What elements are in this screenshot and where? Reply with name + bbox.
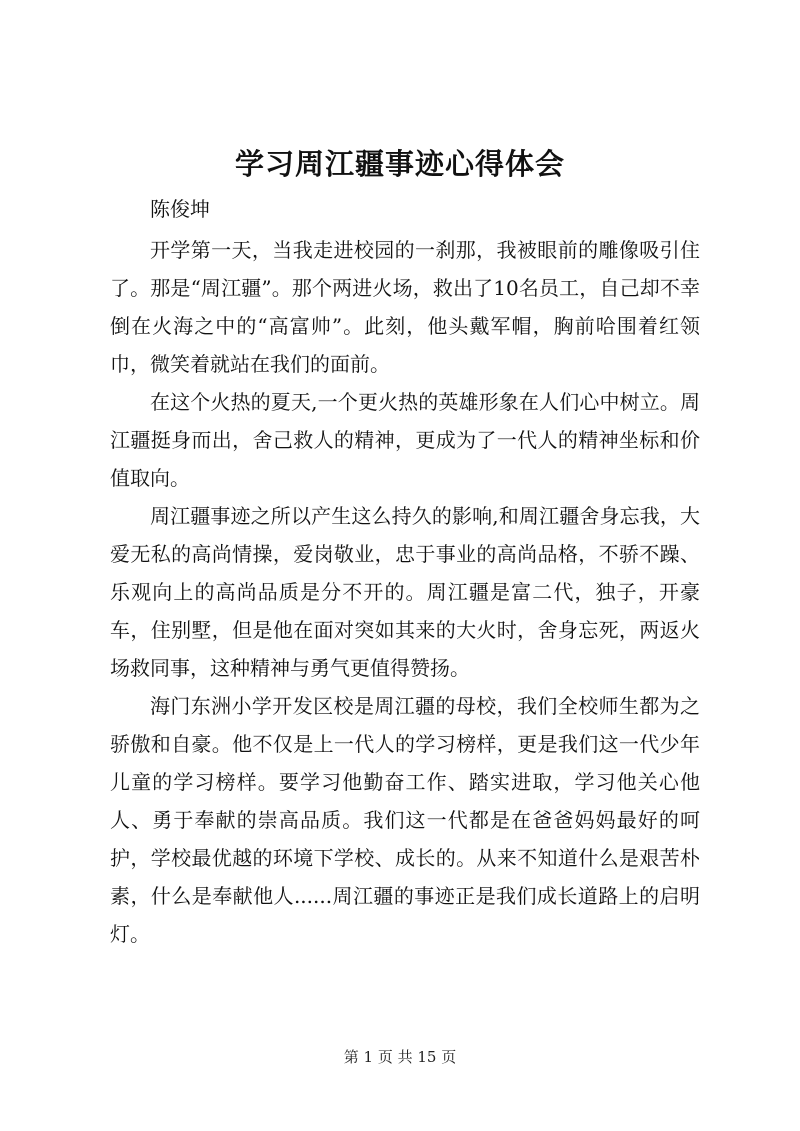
document-body [110, 231, 700, 953]
page-number-footer: 第 1 页 共 15 页 [343, 1048, 457, 1066]
paragraph: 开学第一天，当我走进校园的一刹那，我被眼前的雕像吸引住了。那是“周江疆”。那个两进火场，救出了10名员工，自己却不幸倒在火海之中的“高富帅”。此刻，他头戴军帽，胸前哈围着红领巾，微笑着就站在我们的面前。 [110, 238, 700, 376]
paragraph: 在这个火热的夏天,一个更火热的英雄形象在人们心中树立。周江疆挺身而出，舍己救人的精神，更成为了一代人的精神坐标和价值取向。 [110, 390, 700, 490]
document-title: 学习周江疆事迹心得体会 [234, 147, 565, 181]
author-name: 陈俊坤 [150, 197, 210, 221]
paragraph: 海门东洲小学开发区校是周江疆的母校，我们全校师生都为之骄傲和自豪。他不仅是上一代人的学习榜样，更是我们这一代少年儿童的学习榜样。要学习他勤奋工作、踏实进取，学习他关心他人、勇于奉献的崇高品质。我们这一代都是在爸爸妈妈最好的呵护，学校最优越的环境下学校、成长的。从来不知道什么是艰苦朴素，什么是奉献他人......周江疆的事迹正是我们成长道路上的启明灯。 [110, 694, 700, 946]
paragraph: 周江疆事迹之所以产生这么持久的影响,和周江疆舍身忘我，大爱无私的高尚情操，爱岗敬业，忠于事业的高尚品格，不骄不躁、乐观向上的高尚品质是分不开的。周江疆是富二代，独子，开豪车，住别墅，但是他在面对突如其来的大火时，舍身忘死，两返火场救同事，这种精神与勇气更值得赞扬。 [110, 504, 700, 680]
